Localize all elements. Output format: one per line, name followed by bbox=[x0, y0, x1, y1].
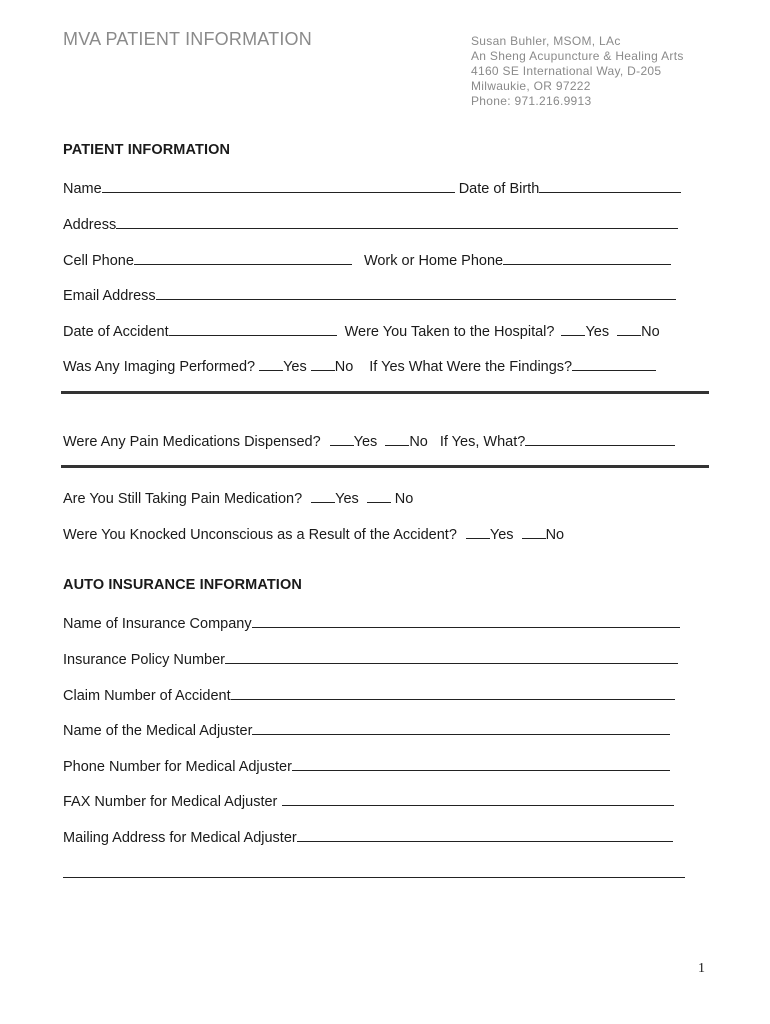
address-label: Address bbox=[63, 217, 117, 233]
page-title: MVA PATIENT INFORMATION bbox=[63, 29, 312, 49]
date-of-accident-field[interactable] bbox=[169, 321, 337, 336]
adjuster-phone-row bbox=[63, 756, 670, 775]
email-row bbox=[63, 285, 676, 304]
practice-name: An Sheng Acupuncture & Healing Arts bbox=[471, 49, 684, 63]
still-taking-row bbox=[63, 488, 413, 507]
adjuster-mailing-field[interactable] bbox=[297, 827, 673, 842]
section-divider bbox=[61, 391, 709, 394]
email-label: Email Address bbox=[63, 288, 156, 304]
adjuster-mailing-label: Mailing Address for Medical Adjuster bbox=[63, 830, 297, 846]
accident-hospital-row bbox=[63, 321, 660, 340]
still-taking-no-blank[interactable] bbox=[367, 488, 391, 503]
insurance-company-label: Name of Insurance Company bbox=[63, 616, 252, 632]
pain-meds-question: Were Any Pain Medications Dispensed? bbox=[63, 434, 321, 450]
unconscious-no-blank[interactable] bbox=[522, 524, 546, 539]
policy-number-row bbox=[63, 649, 678, 668]
unconscious-question: Were You Knocked Unconscious as a Result of the Accident? bbox=[63, 527, 457, 543]
adjuster-phone-label: Phone Number for Medical Adjuster bbox=[63, 759, 292, 775]
findings-question: If Yes What Were the Findings? bbox=[369, 359, 573, 375]
pain-meds-what-field[interactable] bbox=[525, 431, 675, 446]
name-dob-row bbox=[63, 178, 681, 197]
hospital-yes-label: Yes bbox=[585, 324, 610, 340]
practitioner-name: Susan Buhler, MSOM, LAc bbox=[471, 34, 621, 48]
policy-number-field[interactable] bbox=[225, 649, 678, 664]
hospital-no-label: No bbox=[641, 324, 660, 340]
imaging-question: Was Any Imaging Performed? bbox=[63, 359, 256, 375]
unconscious-yes-label: Yes bbox=[489, 527, 514, 543]
practice-city: Milwaukie, OR 97222 bbox=[471, 79, 591, 93]
adjuster-mailing-field-line-2[interactable] bbox=[63, 877, 685, 878]
pain-meds-no-blank[interactable] bbox=[385, 431, 409, 446]
adjuster-mailing-row bbox=[63, 827, 673, 846]
pain-meds-no-label: No bbox=[409, 434, 428, 450]
hospital-question: Were You Taken to the Hospital? bbox=[344, 324, 555, 340]
name-label: Name bbox=[63, 181, 102, 197]
imaging-row bbox=[63, 356, 656, 375]
name-field[interactable] bbox=[102, 178, 455, 193]
patient-info-heading: PATIENT INFORMATION bbox=[63, 142, 231, 158]
address-field[interactable] bbox=[116, 214, 678, 229]
still-taking-yes-blank[interactable] bbox=[311, 488, 335, 503]
still-taking-no-label: No bbox=[394, 491, 414, 507]
dob-label: Date of Birth bbox=[458, 181, 540, 197]
work-home-phone-label: Work or Home Phone bbox=[363, 253, 504, 269]
adjuster-name-row bbox=[63, 720, 670, 739]
cell-phone-label: Cell Phone bbox=[63, 253, 134, 269]
section-divider bbox=[61, 465, 709, 468]
claim-number-row bbox=[63, 685, 675, 704]
still-taking-yes-label: Yes bbox=[335, 491, 359, 507]
adjuster-phone-field[interactable] bbox=[292, 756, 670, 771]
auto-insurance-heading: AUTO INSURANCE INFORMATION bbox=[63, 577, 302, 593]
unconscious-no-label: No bbox=[545, 527, 565, 543]
practice-street: 4160 SE International Way, D-205 bbox=[471, 64, 662, 78]
insurance-company-field[interactable] bbox=[252, 613, 680, 628]
email-field[interactable] bbox=[156, 285, 676, 300]
dob-field[interactable] bbox=[539, 178, 681, 193]
policy-number-label: Insurance Policy Number bbox=[63, 652, 225, 668]
cell-phone-field[interactable] bbox=[134, 250, 352, 265]
adjuster-fax-label: FAX Number for Medical Adjuster bbox=[63, 794, 278, 810]
insurance-company-row bbox=[63, 613, 680, 632]
claim-number-field[interactable] bbox=[231, 685, 675, 700]
imaging-no-blank[interactable] bbox=[311, 356, 335, 371]
findings-field[interactable] bbox=[572, 356, 656, 371]
if-yes-what-label: If Yes, What? bbox=[439, 434, 526, 450]
imaging-yes-blank[interactable] bbox=[259, 356, 283, 371]
practice-phone: Phone: 971.216.9913 bbox=[471, 94, 592, 108]
date-of-accident-label: Date of Accident bbox=[63, 324, 169, 340]
pain-meds-yes-blank[interactable] bbox=[330, 431, 354, 446]
pain-meds-yes-label: Yes bbox=[353, 434, 378, 450]
page-number: 1 bbox=[698, 961, 705, 976]
unconscious-row bbox=[63, 524, 564, 543]
adjuster-name-label: Name of the Medical Adjuster bbox=[63, 723, 253, 739]
hospital-yes-blank[interactable] bbox=[561, 321, 585, 336]
pain-meds-row bbox=[63, 431, 675, 450]
adjuster-fax-row bbox=[63, 791, 674, 810]
hospital-no-blank[interactable] bbox=[617, 321, 641, 336]
imaging-yes-label: Yes bbox=[283, 359, 307, 375]
address-row bbox=[63, 214, 678, 233]
phone-row bbox=[63, 250, 671, 269]
practice-contact-block bbox=[471, 34, 684, 109]
adjuster-name-field[interactable] bbox=[252, 720, 670, 735]
adjuster-fax-field[interactable] bbox=[282, 791, 674, 806]
claim-number-label: Claim Number of Accident bbox=[63, 688, 231, 704]
unconscious-yes-blank[interactable] bbox=[466, 524, 490, 539]
still-taking-question: Are You Still Taking Pain Medication? bbox=[63, 491, 303, 507]
work-home-phone-field[interactable] bbox=[503, 250, 671, 265]
imaging-no-label: No bbox=[334, 359, 354, 375]
